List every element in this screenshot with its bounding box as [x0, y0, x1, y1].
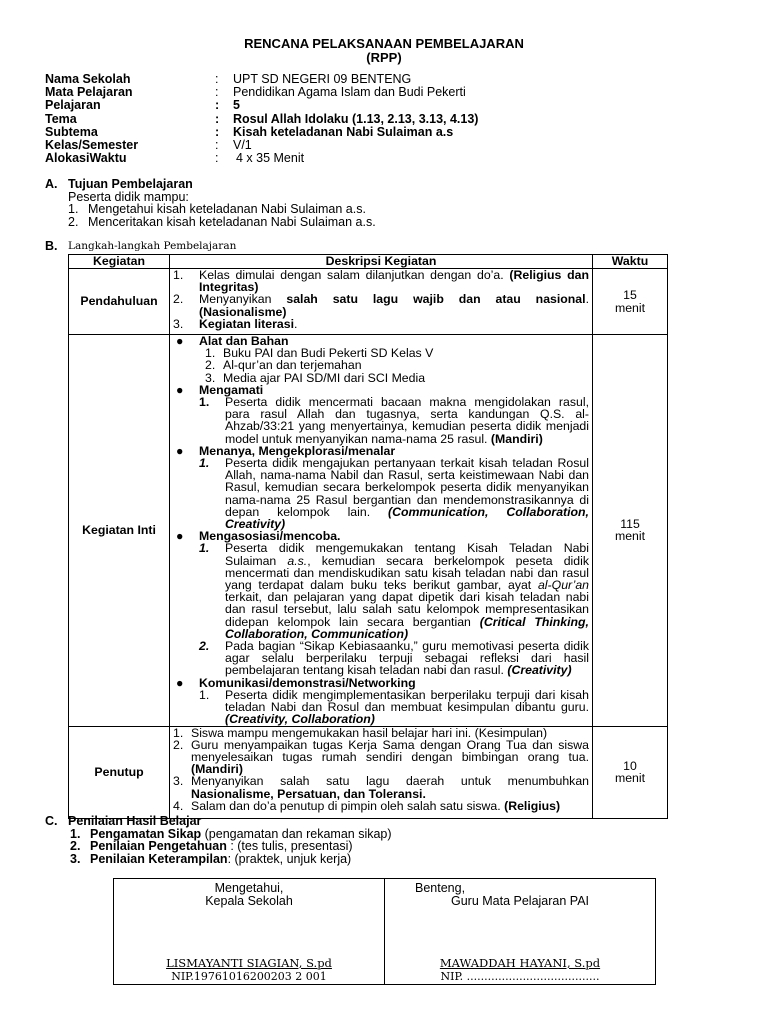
assessment-list	[45, 828, 392, 866]
text-run: Guru menyampaikan tugas Kerja Sama dengan Orang Tua dan siswa menyelesaikan tugas rumah sendiri dengan bimbingan orang tua.	[191, 737, 589, 764]
signature-name: MAWADDAH HAYANI, S.pd	[439, 956, 601, 970]
section-a	[45, 178, 376, 228]
text-run: Peserta didik mengemukakan tentang Kisah Teladan Nabi Sulaiman	[225, 541, 589, 568]
list-number: 2.	[68, 214, 79, 229]
duration-value: 10	[623, 758, 637, 773]
identity-label: Subtema	[45, 124, 98, 139]
bullet-icon: ●	[176, 529, 184, 544]
activity-name: Kegiatan Inti	[69, 335, 170, 727]
assessment-detail: : (praktek, unjuk kerja)	[227, 851, 352, 866]
list-text: Siswa mampu mengemukakan hasil belajar hari ini. (Kesimpulan)	[191, 725, 548, 740]
activity-duration	[593, 335, 668, 727]
list-text	[191, 800, 589, 812]
signature-name: LISMAYANTI SIAGIAN, S.pd	[166, 956, 332, 970]
list-number: 1.	[199, 395, 210, 410]
text-run: a.s.	[287, 553, 308, 568]
duration-value: 15	[623, 288, 637, 303]
list-number: 2.	[173, 292, 184, 307]
list-text	[199, 318, 589, 330]
identity-colon: :	[215, 137, 219, 152]
subheading: Komunikasi/demonstrasi/Networking	[199, 675, 416, 690]
list-number: 1.	[205, 346, 216, 361]
list-item	[68, 216, 376, 229]
text-run: Peserta didik mencermati bacaan makna mengidolakan rasul, para rasul Allah dan tugasnya, serta kandungan Q.S. al-Ahzab/33:21 yang menyertainya, kemudian peserta didik menjadi model untuk menyanyikan nama-nama 25 rasul.	[225, 395, 589, 446]
list-item	[70, 853, 392, 866]
list-item	[173, 457, 589, 530]
section-a-heading	[45, 178, 376, 191]
text-run: Kegiatan literasi	[199, 316, 294, 331]
text-run: , kemudian secara berkelompok peseta didik mencermati dan mendiskudikan satu kisah teladan nabi dan rasul yang terdapat dalam buku teks berikut gambar, ayat	[225, 553, 589, 593]
assessment-label: Penilaian Pengetahuan	[90, 839, 227, 854]
character-tag: (Nasionalisme)	[199, 304, 287, 319]
signature-caption: Mengetahui,	[214, 881, 284, 895]
list-item	[173, 293, 589, 317]
text-run: .	[294, 316, 298, 331]
identity-block	[45, 73, 736, 165]
section-letter: A.	[45, 177, 58, 191]
list-number: 4.	[173, 798, 184, 813]
objective-list	[45, 203, 376, 228]
identity-row	[45, 139, 736, 152]
section-title: Langkah-langkah Pembelajaran	[68, 240, 237, 252]
signature-box	[113, 878, 656, 985]
text-run: Menyanyikan salah satu lagu daerah untuk menumbuhkan	[191, 774, 589, 789]
character-tag: (Communication, Collaboration, Creativity)	[225, 504, 589, 532]
section-letter: C.	[45, 814, 58, 828]
list-text	[225, 396, 589, 445]
identity-label: Mata Pelajaran	[45, 85, 133, 100]
signature-nip: NIP. ......................................	[440, 970, 600, 983]
column-header: Kegiatan	[69, 255, 170, 269]
section-b	[45, 240, 236, 253]
identity-value: 5	[233, 98, 240, 113]
text-run: .	[585, 292, 589, 307]
list-text	[199, 269, 589, 293]
list-item	[173, 739, 589, 776]
signature-right	[384, 879, 655, 984]
list-item	[68, 203, 376, 216]
list-item	[173, 640, 589, 677]
list-item	[173, 689, 589, 726]
list-item	[173, 542, 589, 640]
signature-place: Benteng,	[415, 881, 466, 895]
list-number: 2.	[70, 839, 81, 854]
activity-name: Pendahuluan	[69, 269, 170, 335]
bullet-icon: ●	[176, 443, 184, 458]
list-text	[225, 689, 589, 726]
signature-role: Guru Mata Pelajaran PAI	[450, 894, 590, 908]
section-c	[45, 815, 392, 865]
assessment-label: Penilaian Keterampilan	[90, 851, 228, 866]
list-number: 2.	[199, 639, 210, 654]
list-text: Mengetahui kisah keteladanan Nabi Sulaiman a.s.	[88, 202, 366, 217]
bullet-icon: ●	[176, 675, 184, 690]
signature-name-wrap	[385, 956, 655, 970]
identity-label: Pelajaran	[45, 98, 101, 113]
character-tag: Nasionalisme, Persatuan, dan Toleransi.	[191, 786, 426, 801]
list-text: Buku PAI dan Budi Pekerti SD Kelas V	[223, 346, 434, 361]
identity-row	[45, 86, 736, 99]
table-row	[69, 335, 668, 727]
identity-value: Kisah keteladanan Nabi Sulaiman a.s	[233, 124, 454, 139]
list-text: Menceritakan kisah keteladanan Nabi Sulaiman a.s.	[88, 214, 376, 229]
duration-unit: menit	[614, 529, 646, 544]
list-number: 1.	[199, 456, 210, 471]
list-item	[173, 800, 589, 812]
character-tag: (Religius)	[504, 798, 561, 813]
text-run: Pada bagian “Sikap Kebiasaanku,” guru memotivasi peserta didik agar selalu berperilaku terpuji sebagai refleksi dari hasil pembelajaran tentang kisah teladan nabi dan rasul.	[225, 639, 589, 678]
text-run: Peserta didik mengajukan pertanyaan terkait kisah teladan Rosul Allah, nama-nama Nabil dan Rasul, serta keistimewaan Nabi dan Rasul, kemudian secara berkelompok peserta didik menyanyikan nama-nama 25 Rasul bergantian dan mendemonstrasikannya di depan kelompok lain.	[225, 456, 589, 519]
signature-left	[114, 879, 384, 984]
character-tag: (Religius dan Integritas)	[199, 268, 589, 295]
assessment-detail: : (tes tulis, presentasi)	[226, 839, 353, 854]
identity-label: AlokasiWaktu	[45, 151, 127, 166]
character-tag: (Mandiri)	[490, 431, 543, 446]
section-a-intro: Peserta didik mampu:	[68, 189, 189, 204]
subheading: Mengamati	[199, 382, 264, 397]
list-number: 1.	[70, 826, 81, 841]
list-number: 2.	[205, 358, 216, 373]
list-text: Al-qur’an dan terjemahan	[223, 358, 362, 373]
list-text: Media ajar PAI SD/MI dari SCI Media	[223, 370, 426, 385]
list-item	[173, 372, 589, 384]
list-item	[173, 396, 589, 445]
character-tag: (Mandiri)	[191, 762, 243, 777]
activity-duration	[593, 726, 668, 818]
table-header-row	[69, 255, 668, 269]
identity-value: V/1	[233, 137, 252, 152]
section-letter: B.	[45, 239, 58, 253]
list-text	[225, 640, 589, 677]
list-text	[191, 739, 589, 776]
identity-label: Tema	[45, 111, 77, 126]
list-text	[225, 457, 589, 530]
subheading: Menanya, Mengekplorasi/menalar	[199, 443, 396, 458]
list-number: 3.	[70, 851, 81, 866]
activity-name: Penutup	[69, 726, 170, 818]
list-number: 3.	[205, 370, 216, 385]
identity-value: Pendidikan Agama Islam dan Budi Pekerti	[233, 85, 466, 100]
section-b-heading	[45, 240, 236, 253]
list-number: 1.	[68, 202, 79, 217]
text-run: Peserta didik mengimplementasikan berperilaku terpuji dari kisah teladan Nabi dan Rosul dan membuat kesimpulan dibantu guru.	[225, 687, 589, 715]
list-item	[173, 775, 589, 799]
identity-value: UPT SD NEGERI 09 BENTENG	[233, 72, 412, 86]
activity-duration	[593, 269, 668, 335]
section-title: Tujuan Pembelajaran	[68, 177, 193, 191]
list-text	[191, 775, 589, 799]
list-number: 1.	[173, 725, 184, 740]
identity-colon: :	[215, 98, 220, 113]
identity-colon: :	[215, 72, 219, 86]
section-title: Penilaian Hasil Belajar	[68, 814, 202, 828]
duration-unit: menit	[614, 771, 646, 785]
signature-nip: NIP.19761016200203 2 001	[171, 970, 327, 983]
subheading: Alat dan Bahan	[199, 334, 289, 348]
list-text	[90, 853, 351, 866]
bullet-icon: ●	[176, 334, 184, 348]
text-run: Menyanyikan	[199, 292, 287, 307]
column-header: Waktu	[593, 255, 668, 269]
list-number: 3.	[173, 774, 184, 789]
duration-unit: menit	[614, 300, 646, 315]
column-header: Deskripsi Kegiatan	[170, 255, 593, 269]
list-number: 2.	[173, 737, 184, 752]
identity-colon: :	[215, 124, 220, 139]
activity-table	[68, 254, 668, 819]
identity-colon: :	[215, 111, 220, 126]
list-text	[225, 542, 589, 640]
list-item	[173, 318, 589, 330]
character-tag: (Creativity, Collaboration)	[225, 712, 375, 727]
signature-role: Kepala Sekolah	[205, 894, 293, 908]
bullet-icon: ●	[176, 382, 184, 397]
list-item	[173, 269, 589, 293]
identity-row	[45, 152, 736, 165]
subheading: Mengasosiasi/mencoba.	[199, 529, 341, 544]
activity-description	[170, 269, 593, 335]
list-item	[173, 359, 589, 371]
identity-colon: :	[215, 85, 219, 100]
character-tag: (Creativity)	[507, 663, 572, 678]
identity-label: Nama Sekolah	[45, 72, 131, 86]
document-title: RENCANA PELAKSANAAN PEMBELAJARAN	[244, 36, 524, 51]
table-row	[69, 269, 668, 335]
assessment-detail: (pengamatan dan rekaman sikap)	[201, 826, 392, 841]
signature-name-wrap	[114, 956, 384, 970]
identity-label: Kelas/Semester	[45, 137, 139, 152]
identity-row	[45, 126, 736, 139]
text-run: al-Qur’an	[537, 578, 589, 593]
identity-value: 4 x 35 Menit	[236, 151, 305, 166]
text-run: terkait, dan pelajaran yang dapat dipetik dari kisah teladan nabi dan rasul tersebut, lalu salah satu kelompok mempresentasikan didepan kelompok lain secara bergantian	[225, 590, 589, 629]
activity-description	[170, 335, 593, 727]
identity-value: Rosul Allah Idolaku (1.13, 2.13, 3.13, 4.13)	[233, 111, 479, 126]
assessment-label: Pengamatan Sikap	[90, 826, 202, 841]
list-text	[199, 293, 589, 317]
identity-row	[45, 99, 736, 112]
duration-value: 115	[620, 517, 640, 532]
list-number: 1.	[173, 268, 184, 282]
identity-colon: :	[215, 151, 219, 166]
list-number: 3.	[173, 316, 184, 331]
activity-description	[170, 726, 593, 818]
identity-row	[45, 113, 736, 126]
text-run: Kelas dimulai dengan salam dilanjutkan dengan do’a.	[199, 268, 510, 282]
text-run: Salam dan do’a penutup di pimpin oleh salah satu siswa.	[191, 798, 505, 813]
text-run: salah satu lagu wajib dan atau nasional	[286, 292, 586, 307]
list-number: 1.	[199, 687, 210, 702]
table-row	[69, 726, 668, 818]
list-number: 1.	[199, 541, 210, 556]
character-tag: (Critical Thinking, Collaboration, Communication)	[225, 614, 589, 641]
document-subtitle: (RPP)	[366, 50, 402, 65]
